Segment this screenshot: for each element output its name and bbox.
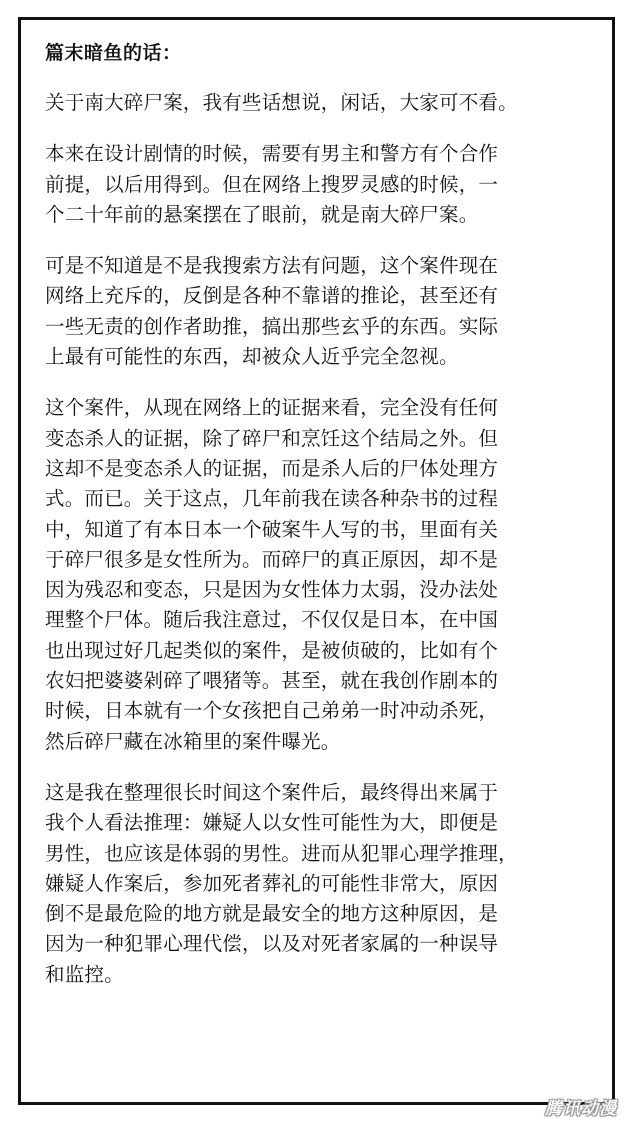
text-line: 因为残忍和变态，只是因为女性体力太弱，没办法处 xyxy=(45,578,499,602)
text-line: 本来在设计剧情的时候，需要有男主和警方有个合作 xyxy=(45,142,499,166)
text-line: 和监控。 xyxy=(45,962,124,986)
paragraph-3 xyxy=(45,251,605,372)
text-line: 男性，也应该是体弱的男性。进而从犯罪心理学推理， xyxy=(45,841,518,865)
text-line: 中，知道了有本日本一个破案牛人写的书，里面有关 xyxy=(45,517,499,541)
paragraph-5 xyxy=(45,778,605,990)
text-line: 上最有可能性的东西，却被众人近乎完全忽视。 xyxy=(45,345,459,369)
text-line: 这却不是变态杀人的证据，而是杀人后的尸体处理方 xyxy=(45,456,499,480)
watermark-logo xyxy=(535,1093,627,1119)
text-line: 我个人看法推理：嫌疑人以女性可能性为大，即便是 xyxy=(45,811,499,835)
article-title: 篇末暗鱼的话： xyxy=(45,42,182,64)
text-line: 网络上充斥的，反倒是各种不靠谱的推论，甚至还有 xyxy=(45,284,499,308)
text-line: 理整个尸体。随后我注意过，不仅仅是日本，在中国 xyxy=(45,608,499,632)
text-line: 式。而已。关于这点，几年前我在读各种杂书的过程 xyxy=(45,487,499,511)
text-panel xyxy=(18,17,615,1105)
text-line: 这是我在整理很长时间这个案件后，最终得出来属于 xyxy=(45,780,499,804)
text-line: 个二十年前的悬案摆在了眼前，就是南大碎尸案。 xyxy=(45,202,479,226)
watermark-text: 腾讯动漫 xyxy=(545,1098,617,1119)
paragraph-2 xyxy=(45,139,605,230)
paragraph-4 xyxy=(45,393,605,757)
article-body xyxy=(45,38,605,1011)
text-line: 因为一种犯罪心理代偿，以及对死者家属的一种误导 xyxy=(45,932,499,956)
text-line: 这个案件，从现在网络上的证据来看，完全没有任何 xyxy=(45,396,499,420)
text-line: 也出现过好几起类似的案件，是被侦破的，比如有个 xyxy=(45,638,499,662)
text-line: 时候，日本就有一个女孩把自己弟弟一时冲动杀死， xyxy=(45,699,499,723)
text-line: 于碎尸很多是女性所为。而碎尸的真正原因，却不是 xyxy=(45,547,499,571)
text-line: 前提，以后用得到。但在网络上搜罗灵感的时候，一 xyxy=(45,172,499,196)
text-line: 嫌疑人作案后，参加死者葬礼的可能性非常大，原因 xyxy=(45,871,499,895)
text-line: 变态杀人的证据，除了碎尸和烹饪这个结局之外。但 xyxy=(45,426,499,450)
text-line: 可是不知道是不是我搜索方法有问题，这个案件现在 xyxy=(45,254,499,278)
text-line: 农妇把婆婆剁碎了喂猪等。甚至，就在我创作剧本的 xyxy=(45,669,499,693)
paragraph-1 xyxy=(45,88,605,118)
text-line: 关于南大碎尸案，我有些话想说，闲话，大家可不看。 xyxy=(45,91,518,114)
text-line: 一些无责的创作者助推，搞出那些玄乎的东西。实际 xyxy=(45,314,499,338)
text-line: 倒不是最危险的地方就是最安全的地方这种原因，是 xyxy=(45,902,499,926)
text-line: 然后碎尸藏在冰箱里的案件曝光。 xyxy=(45,729,341,753)
